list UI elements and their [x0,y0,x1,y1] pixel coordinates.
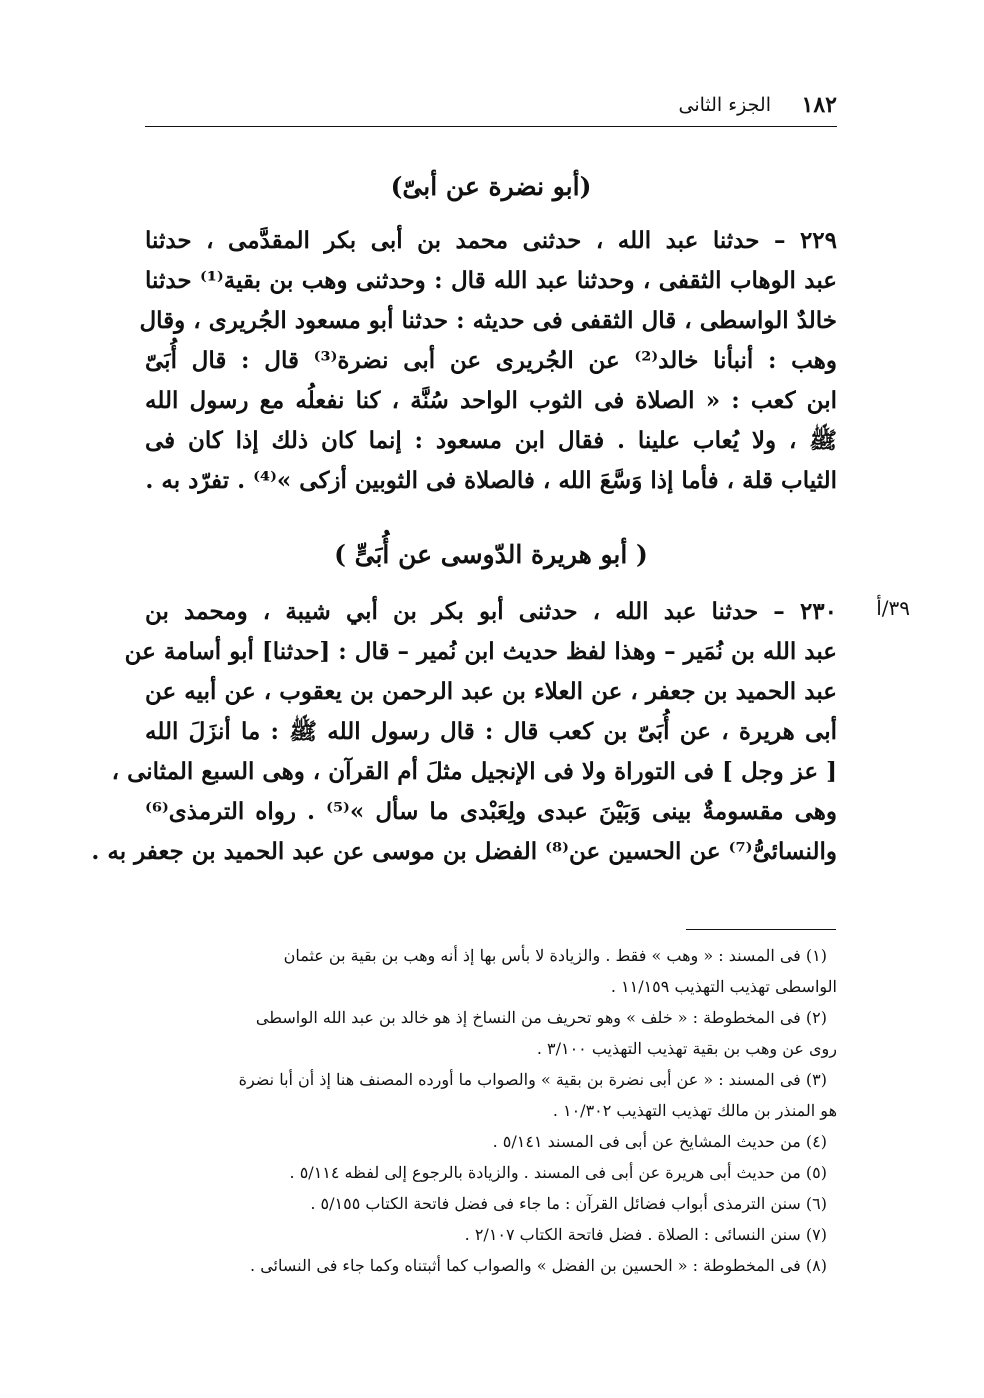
text-line: عبد الله بن نُمَير – وهذا لفظ حديث ابن نُمير – قال : [حدثنا] أبو أسامة عن [124,638,837,665]
footnote-line: (٣) فى المسند : « عن أبى نضرة بن بقية » والصواب ما أورده المصنف هنا إذ أن أبا نضرة [238,1070,827,1089]
footnote-line: (٥) من حديث أبى هريرة عن أبى فى المسند . والزيادة بالرجوع إلى لفظه ٥/١١٤ . [289,1163,827,1182]
text-line: ابن كعب : « الصلاة فى الثوب الواحد سُنَّة ، كنا نفعلُه مع رسول الله [145,387,837,414]
header-rule [145,126,837,127]
footnote-line: (٤) من حديث المشايخ عن أبى فى المسند ٥/١٤١ . [492,1132,827,1151]
text-line: ٢٣٠ – حدثنا عبد الله ، حدثنى أبو بكر بن أبي شيبة ، ومحمد بن [145,598,837,625]
text-line: وهب : أنبأنا خالد⁽²⁾ عن الجُريرى عن أبى نضرة⁽³⁾ قال : قال أُبَىّ [145,347,838,374]
text-line: الثياب قلة ، فأما إذا وَسَّعَ الله ، فالصلاة فى الثوبين أزكى »⁽⁴⁾ . تفرّد به . [145,467,837,494]
text-line: [ عز وجل ] فى التوراة ولا فى الإنجيل مثلَ أم القرآن ، وهى السبع المثانى ، [111,758,837,785]
text-line: عبد الحميد بن جعفر ، عن العلاء بن عبد الرحمن بن يعقوب ، عن أبيه عن [145,678,837,705]
text-line: ﷺ ، ولا يُعاب علينا . فقال ابن مسعود : إنما كان ذلك إذا كان فى [145,427,837,454]
text-line: عبد الوهاب الثقفى ، وحدثنا عبد الله قال : وحدثنى وهب بن بقية⁽¹⁾ حدثنا [145,267,837,294]
section-title-abu-nadra: (أبو نضرة عن أبىّ) [390,172,592,201]
footnote-rule [686,929,836,930]
text-line: والنسائىُّ⁽⁷⁾ عن الحسين عن⁽⁸⁾ الفضل بن موسى عن عبد الحميد بن جعفر به . [91,838,837,865]
footnote-line: هو المنذر بن مالك تهذيب التهذيب ١٠/٣٠٢ . [552,1101,837,1120]
section-title-abu-hurayra: ( أبو هريرة الدّوسى عن أُبَىٍّ ) [334,540,648,569]
hadith-229 [139,221,838,501]
text-line: وهى مقسومةٌ بينى وَبَيْنَ عبدى ولِعَبْدى ما سأل »⁽⁵⁾ . رواه الترمذى⁽⁶⁾ [145,798,838,825]
footnote-line: (١) فى المسند : « وهب » فقط . والزيادة لا بأس بها إذ أنه وهب بن بقية بن عثمان [283,946,827,965]
footnote-line: الواسطى تهذيب التهذيب ١١/١٥٩ . [610,977,837,996]
text-line: ٢٢٩ – حدثنا عبد الله ، حدثنى محمد بن أبى بكر المقدَّمى ، حدثنا [145,227,837,254]
footnotes [145,940,837,1281]
page-header [145,92,837,124]
footnote-line: روى عن وهب بن بقية تهذيب التهذيب ٣/١٠٠ . [536,1039,837,1058]
footnote-line: (٦) سنن الترمذى أبواب فضائل القرآن : ما جاء فى فضل فاتحة الكتاب ٥/١٥٥ . [310,1194,827,1213]
hadith-230 [91,592,838,872]
footnote-line: (٢) فى المخطوطة : « خلف » وهو تحريف من النساخ إذ هو خالد بن عبد الله الواسطى [255,1008,827,1027]
running-head: الجزء الثانى [678,94,771,116]
text-line: خالدٌ الواسطى ، قال الثقفى فى حديثه : حدثنا أبو مسعود الجُريرى ، وقال [139,307,837,334]
text-line: أبى هريرة ، عن أُبَىّ بن كعب قال : قال رسول الله ﷺ : ما أنزَلَ الله [145,718,837,745]
footnote-line: (٧) سنن النسائى : الصلاة . فضل فاتحة الكتاب ٢/١٠٧ . [464,1225,827,1244]
footnote-line: (٨) فى المخطوطة : « الحسين بن الفضل » والصواب كما أثبتناه وكما جاء فى النسائى . [250,1256,827,1275]
page-number: ١٨٢ [801,92,837,118]
manuscript-folio-note: ٣٩/أ [876,596,910,620]
